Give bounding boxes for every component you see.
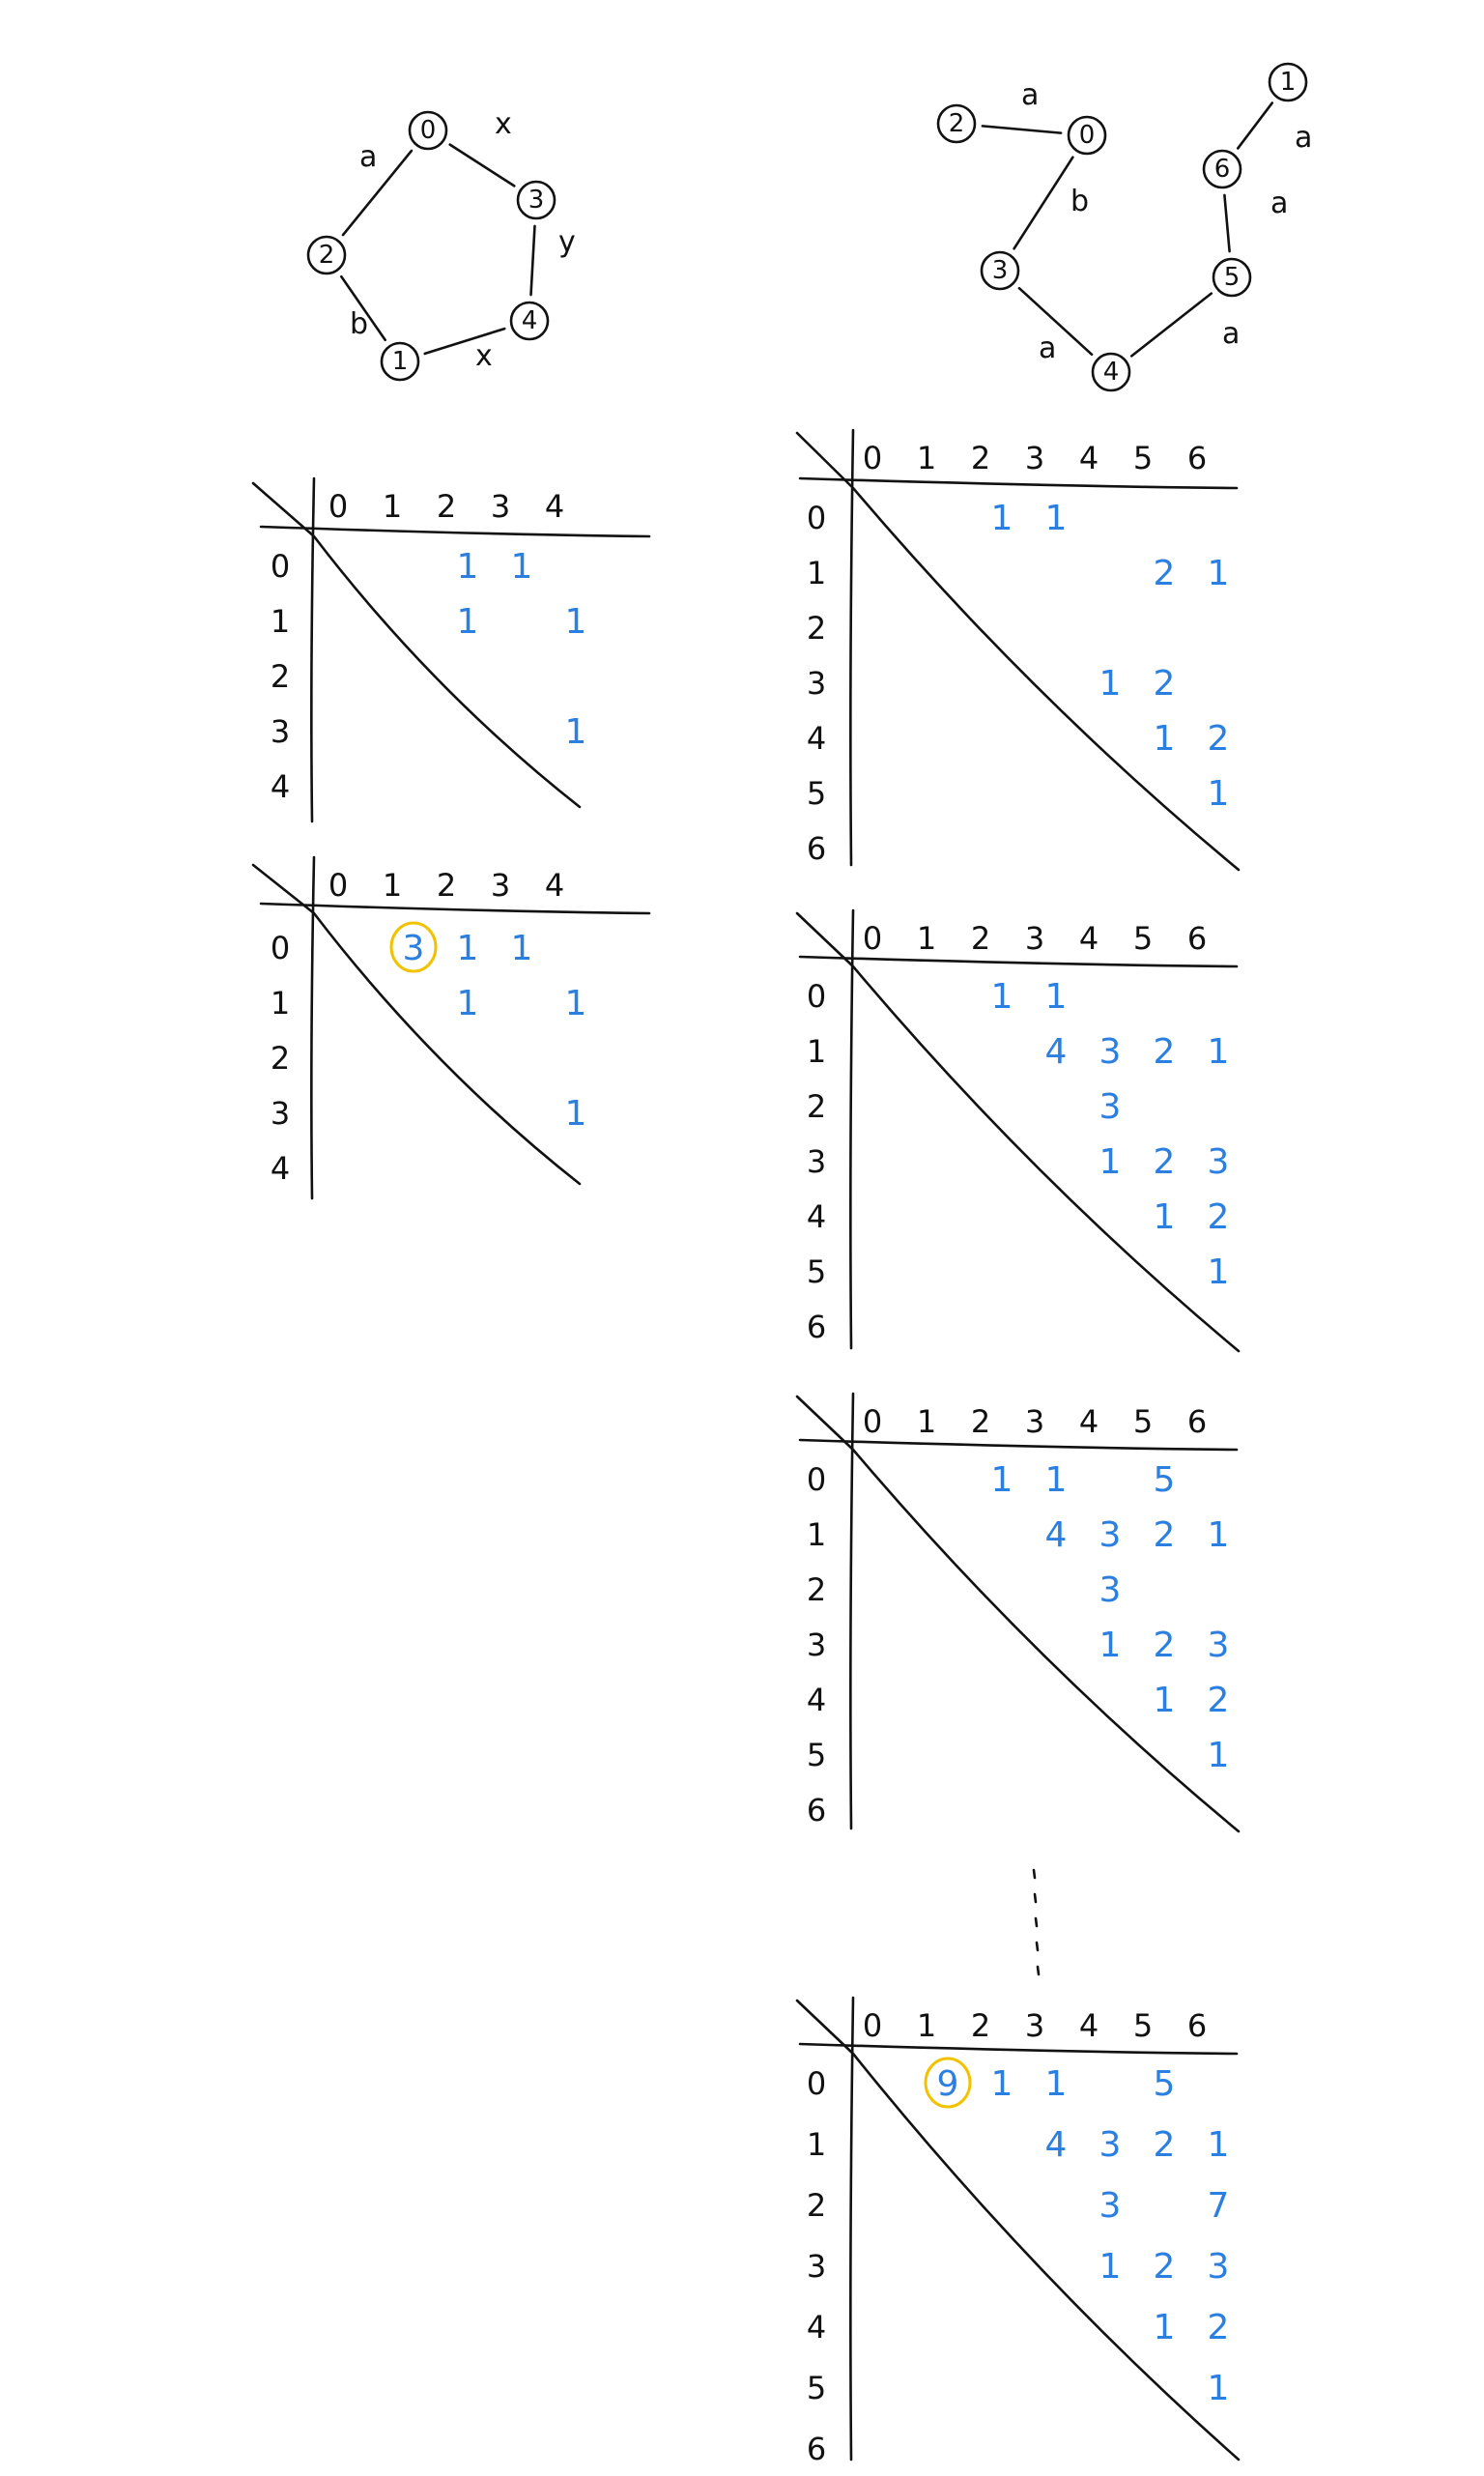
column-header: 2 [970, 920, 991, 957]
row-header: 0 [270, 548, 291, 585]
continuation-dots [1034, 1870, 1039, 1974]
column-header: 3 [1024, 2007, 1045, 2044]
column-header: 2 [970, 2007, 991, 2044]
cell-value: 1 [990, 977, 1013, 1017]
edge-0-2 [343, 151, 412, 235]
row-header: 1 [806, 2126, 827, 2163]
cell-value: 1 [1207, 1032, 1230, 1072]
row-header: 0 [806, 978, 827, 1015]
column-header: 1 [382, 867, 403, 904]
node-1 [382, 343, 418, 380]
node-label: 6 [1213, 155, 1231, 184]
cell-value: 3 [1099, 2125, 1122, 2165]
table-vertical-rule [850, 1394, 853, 1828]
table-header-rule [800, 1440, 1237, 1450]
node-label: 3 [528, 186, 545, 215]
row-header: 0 [806, 2065, 827, 2102]
cell-value: 1 [564, 602, 587, 642]
cell-value: 1 [1099, 1626, 1122, 1665]
column-header: 6 [1186, 920, 1208, 957]
cell-value: 1 [1207, 774, 1230, 814]
cell-value: 2 [1207, 1681, 1230, 1720]
cell-value: 1 [456, 547, 479, 587]
column-header: 0 [328, 488, 349, 525]
table-vertical-rule [850, 430, 853, 865]
node-label: 5 [1223, 263, 1241, 292]
cell-value: 1 [1099, 1142, 1122, 1182]
cell-value: 1 [456, 984, 479, 1023]
cell-value: 1 [1153, 2308, 1176, 2347]
edge-label: b [350, 307, 369, 341]
table-right-2 [797, 910, 1239, 1351]
edge-0-3 [1014, 158, 1073, 249]
edge-label: b [1070, 185, 1090, 218]
table-diagonal [253, 865, 580, 1184]
row-header: 2 [806, 2187, 827, 2224]
edge-label: a [1039, 331, 1057, 365]
column-header: 3 [490, 867, 511, 904]
cell-value: 1 [1099, 664, 1122, 704]
column-header: 3 [490, 488, 511, 525]
column-header: 0 [328, 867, 349, 904]
dot [1034, 1870, 1035, 1878]
column-header: 2 [970, 1403, 991, 1440]
cell-value: 1 [510, 929, 533, 968]
column-header: 4 [1078, 920, 1099, 957]
cell-value: 4 [1044, 1032, 1068, 1072]
node-5 [1213, 259, 1250, 296]
cell-value: 1 [990, 2064, 1013, 2104]
row-header: 4 [806, 1198, 827, 1235]
node-2 [308, 237, 345, 274]
cell-value: 2 [1207, 2308, 1230, 2347]
cell-value: 5 [1153, 2064, 1176, 2104]
graph-right [938, 64, 1312, 390]
cell-value: 1 [564, 984, 587, 1023]
node-1 [1270, 64, 1306, 101]
table-vertical-rule [311, 478, 314, 821]
dot [1038, 1967, 1039, 1974]
column-header: 4 [1078, 1403, 1099, 1440]
cell-value: 3 [1099, 1087, 1122, 1127]
column-header: 1 [916, 2007, 937, 2044]
column-header: 5 [1132, 1403, 1154, 1440]
cell-value: 1 [990, 1460, 1013, 1500]
row-header: 0 [270, 930, 291, 966]
row-header: 4 [806, 1682, 827, 1718]
table-header-rule [800, 478, 1237, 488]
cell-value: 5 [1153, 1460, 1176, 1500]
table-header-rule [261, 904, 649, 913]
row-header: 2 [270, 658, 291, 695]
row-header: 1 [806, 1033, 827, 1070]
column-header: 4 [1078, 440, 1099, 476]
cell-value: 1 [510, 547, 533, 587]
node-4 [511, 302, 548, 339]
cell-value: 1 [1099, 2247, 1122, 2287]
cell-value: 3 [1099, 1570, 1122, 1610]
cell-value: 1 [1207, 554, 1230, 593]
row-header: 4 [806, 2309, 827, 2346]
edge-label: a [1270, 187, 1289, 220]
column-header: 4 [544, 488, 565, 525]
node-label: 4 [1102, 358, 1120, 387]
table-vertical-rule [850, 1998, 853, 2460]
cell-value: 3 [1207, 2247, 1230, 2287]
edge-label: a [359, 140, 378, 174]
column-header: 3 [1024, 440, 1045, 476]
row-header: 2 [806, 1571, 827, 1608]
column-header: 5 [1132, 440, 1154, 476]
cell-value: 3 [1207, 1626, 1230, 1665]
cell-value: 2 [1153, 1626, 1176, 1665]
cell-value: 1 [990, 499, 1013, 538]
column-header: 4 [544, 867, 565, 904]
table-left-2 [253, 857, 649, 1198]
node-label: 0 [1078, 121, 1096, 150]
cell-value: 3 [402, 929, 425, 968]
column-header: 0 [862, 2007, 883, 2044]
edge-4-5 [1131, 294, 1212, 357]
cell-value: 4 [1044, 1515, 1068, 1555]
row-header: 2 [806, 1088, 827, 1125]
row-header: 3 [270, 1095, 291, 1132]
edge-label: x [495, 107, 512, 141]
cell-value: 2 [1207, 1197, 1230, 1237]
row-header: 1 [806, 1516, 827, 1553]
node-label: 2 [948, 109, 965, 138]
cell-value: 1 [564, 1094, 587, 1134]
column-header: 1 [916, 1403, 937, 1440]
cell-value: 3 [1099, 1032, 1122, 1072]
column-header: 1 [382, 488, 403, 525]
cell-value: 1 [1207, 2125, 1230, 2165]
table-right-1 [797, 430, 1239, 870]
edge-3-4 [531, 226, 535, 295]
cell-value: 1 [456, 602, 479, 642]
column-header: 3 [1024, 1403, 1045, 1440]
node-3 [982, 252, 1018, 289]
cell-value: 1 [1153, 719, 1176, 759]
row-header: 6 [806, 1792, 827, 1828]
cell-value: 2 [1153, 1515, 1176, 1555]
cell-value: 2 [1153, 554, 1176, 593]
row-header: 4 [270, 768, 291, 805]
cell-value: 1 [1207, 2369, 1230, 2408]
cell-value: 3 [1099, 2186, 1122, 2226]
row-header: 0 [806, 500, 827, 536]
node-4 [1093, 354, 1129, 390]
row-header: 5 [806, 2370, 827, 2406]
row-header: 0 [806, 1461, 827, 1498]
column-header: 2 [970, 440, 991, 476]
row-header: 5 [806, 1253, 827, 1290]
row-header: 1 [270, 603, 291, 640]
row-header: 6 [806, 2431, 827, 2467]
dot [1036, 1918, 1037, 1926]
graph-left [308, 107, 576, 380]
cell-value: 1 [1207, 1515, 1230, 1555]
column-header: 6 [1186, 2007, 1208, 2044]
edge-label: y [558, 225, 576, 259]
node-label: 2 [318, 241, 335, 270]
cell-value: 1 [1044, 977, 1068, 1017]
table-right-3 [797, 1394, 1239, 1831]
row-header: 1 [806, 555, 827, 591]
edge-6-1 [1238, 103, 1271, 149]
cell-value: 2 [1153, 2125, 1176, 2165]
cell-value: 7 [1207, 2186, 1230, 2226]
column-header: 1 [916, 440, 937, 476]
column-header: 2 [436, 488, 457, 525]
cell-value: 1 [1044, 2064, 1068, 2104]
cell-value: 1 [456, 929, 479, 968]
node-label: 1 [1279, 68, 1297, 97]
dot [1037, 1943, 1038, 1950]
row-header: 3 [806, 665, 827, 702]
node-label: 0 [419, 116, 437, 145]
edge-2-0 [983, 126, 1061, 132]
row-header: 5 [806, 775, 827, 812]
table-vertical-rule [311, 857, 314, 1198]
table-header-rule [800, 957, 1237, 966]
node-0 [410, 112, 446, 149]
table-diagonal [797, 913, 1239, 1351]
edge-0-3 [450, 145, 515, 187]
node-6 [1204, 151, 1241, 187]
cell-value: 2 [1153, 2247, 1176, 2287]
cell-value: 9 [936, 2064, 959, 2104]
column-header: 0 [862, 1403, 883, 1440]
cell-value: 1 [1153, 1197, 1176, 1237]
cell-value: 1 [1044, 499, 1068, 538]
node-label: 1 [391, 347, 409, 376]
row-header: 2 [806, 610, 827, 647]
cell-value: 1 [1207, 1252, 1230, 1292]
row-header: 3 [806, 2248, 827, 2285]
cell-value: 1 [1044, 1460, 1068, 1500]
edge-5-6 [1224, 195, 1229, 251]
edge-label: a [1021, 78, 1040, 112]
row-header: 2 [270, 1040, 291, 1077]
column-header: 6 [1186, 1403, 1208, 1440]
row-header: 3 [806, 1143, 827, 1180]
table-header-rule [261, 527, 649, 536]
cell-value: 1 [1207, 1736, 1230, 1775]
row-header: 6 [806, 1309, 827, 1345]
column-header: 0 [862, 440, 883, 476]
cell-value: 3 [1099, 1515, 1122, 1555]
row-header: 4 [270, 1150, 291, 1187]
node-label: 3 [991, 256, 1009, 285]
row-header: 6 [806, 830, 827, 867]
row-header: 4 [806, 720, 827, 757]
row-header: 3 [270, 713, 291, 750]
dot [1035, 1894, 1036, 1902]
column-header: 4 [1078, 2007, 1099, 2044]
table-vertical-rule [850, 910, 853, 1348]
cell-value: 1 [564, 712, 587, 752]
node-2 [938, 105, 975, 142]
table-left-1 [253, 478, 649, 821]
edge-4-1 [425, 329, 504, 354]
column-header: 0 [862, 920, 883, 957]
row-header: 1 [270, 985, 291, 1022]
edge-label: a [1295, 121, 1313, 155]
cell-value: 2 [1207, 719, 1230, 759]
column-header: 3 [1024, 920, 1045, 957]
cell-value: 4 [1044, 2125, 1068, 2165]
row-header: 5 [806, 1737, 827, 1773]
row-header: 3 [806, 1627, 827, 1663]
table-header-rule [800, 2044, 1237, 2054]
table-diagonal [797, 433, 1239, 870]
edge-label: x [475, 339, 493, 373]
column-header: 2 [436, 867, 457, 904]
cell-value: 2 [1153, 1142, 1176, 1182]
table-right-4 [797, 1998, 1239, 2467]
column-header: 6 [1186, 440, 1208, 476]
cell-value: 3 [1207, 1142, 1230, 1182]
column-header: 5 [1132, 920, 1154, 957]
cell-value: 2 [1153, 664, 1176, 704]
column-header: 5 [1132, 2007, 1154, 2044]
node-3 [518, 182, 555, 218]
cell-value: 2 [1153, 1032, 1176, 1072]
cell-value: 1 [1153, 1681, 1176, 1720]
node-label: 4 [521, 306, 538, 335]
node-0 [1069, 117, 1105, 154]
edge-label: a [1222, 317, 1241, 351]
column-header: 1 [916, 920, 937, 957]
